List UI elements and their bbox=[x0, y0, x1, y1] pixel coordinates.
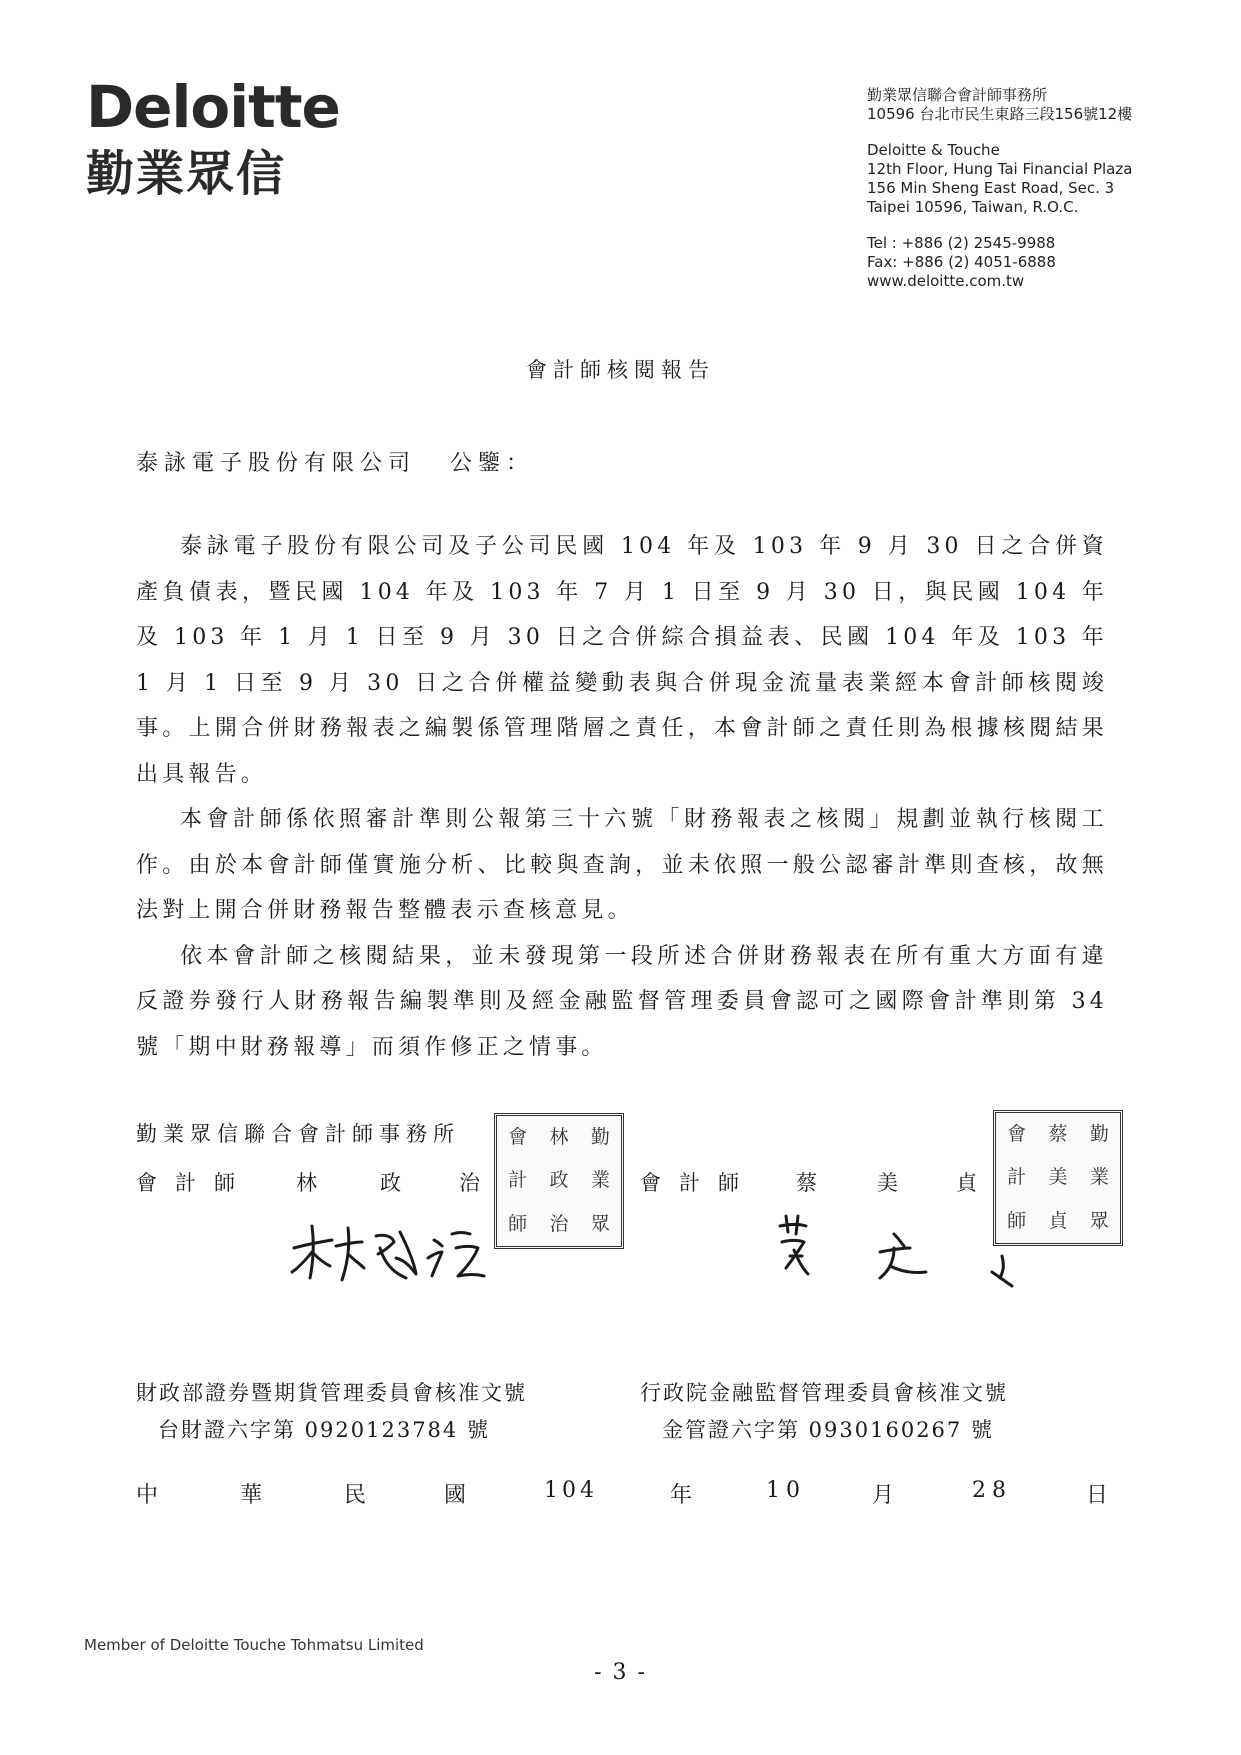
report-body bbox=[136, 524, 1108, 1070]
approval-left bbox=[136, 1375, 527, 1449]
address-en-line: Deloitte & Touche bbox=[867, 141, 1000, 159]
footer-member-text: Member of Deloitte Touche Tohmatsu Limited bbox=[84, 1636, 424, 1654]
accountant-seal-right: 會 蔡 勤 計 美 業 師 貞 眾 bbox=[993, 1110, 1123, 1246]
date-day-unit: 日 bbox=[1086, 1483, 1109, 1508]
deloitte-logo-wordmark: Deloitte bbox=[86, 73, 340, 141]
address-cn-line: 勤業眾信聯合會計師事務所 bbox=[867, 86, 1048, 104]
date-char: 國 bbox=[444, 1483, 467, 1508]
date-year-unit: 年 bbox=[670, 1483, 693, 1508]
addressee-company: 泰詠電子股份有限公司 bbox=[136, 451, 417, 476]
accountant-name-char: 政 bbox=[380, 1171, 401, 1195]
date-day: 28 bbox=[972, 1478, 1012, 1503]
approval-right-authority: 行政院金融監督管理委員會核准文號 bbox=[640, 1381, 1008, 1405]
accountant-seal-left: 會 林 勤 計 政 業 師 治 眾 bbox=[494, 1113, 624, 1249]
accountant-label-right: 會計師 bbox=[640, 1171, 757, 1195]
date-char: 民 bbox=[344, 1483, 367, 1508]
letterhead-address bbox=[867, 86, 1132, 291]
page-number: - 3 - bbox=[594, 1660, 647, 1685]
deloitte-logo-chinese: 勤業眾信 bbox=[86, 146, 287, 202]
addressee-greeting: 公鑒： bbox=[450, 451, 535, 476]
date-month: 10 bbox=[766, 1478, 806, 1503]
accountant-label-left: 會計師 bbox=[136, 1171, 253, 1195]
accountant-name-char: 治 bbox=[459, 1171, 480, 1195]
address-cn-line: 10596 台北市民生東路三段156號12樓 bbox=[867, 105, 1133, 123]
date-month-unit: 月 bbox=[872, 1483, 895, 1508]
approval-right bbox=[640, 1375, 1008, 1449]
body-paragraph: 泰詠電子股份有限公司及子公司民國 104 年及 103 年 9 月 30 日之合併資產負債表，暨民國 104 年及 103 年 7 月 1 日至 9 月 30 日，與民國 104 年及 103 年 1 月 1 日至 9 月 30 日之合併綜合損益表、民國 104 年及 103 年 1 月 1 日至 9 月 30 日之合併權益變動表與合併現金流量表業經本會計師核閱竣事。上開合併財務報表之編製係管理階層之責任，本會計師之責任則為根據核閱結果出具報告。 bbox=[136, 534, 1108, 787]
addressee-line bbox=[136, 446, 534, 477]
signature-lin bbox=[288, 1218, 488, 1288]
body-paragraph: 依本會計師之核閱結果，並未發現第一段所述合併財務報表在所有重大方面有違反證券發行人財務報告編製準則及經金融監督管理委員會認可之國際會計準則第 34 號「期中財務報導」而須作修正之情事。 bbox=[136, 943, 1108, 1060]
date-char: 中 bbox=[136, 1483, 159, 1508]
approval-right-number: 金管證六字第 0930160267 號 bbox=[662, 1418, 994, 1442]
contact-tel: Tel : +886 (2) 2545-9988 bbox=[867, 234, 1056, 252]
address-en-line: 156 Min Sheng East Road, Sec. 3 bbox=[867, 179, 1115, 197]
accountant-name-char: 林 bbox=[296, 1171, 317, 1195]
contact-fax: Fax: +886 (2) 4051-6888 bbox=[867, 253, 1056, 271]
approval-left-authority: 財政部證券暨期貨管理委員會核准文號 bbox=[136, 1381, 527, 1405]
accountant-name-char: 美 bbox=[877, 1171, 898, 1195]
address-en-line: Taipei 10596, Taiwan, R.O.C. bbox=[867, 198, 1079, 216]
address-en-line: 12th Floor, Hung Tai Financial Plaza bbox=[867, 160, 1133, 178]
body-paragraph: 本會計師係依照審計準則公報第三十六號「財務報表之核閱」規劃並執行核閱工作。由於本會計師僅實施分析、比較與查詢，並未依照一般公認審計準則查核，故無法對上開合併財務報告整體表示查核意見。 bbox=[136, 807, 1108, 923]
contact-website: www.deloitte.com.tw bbox=[867, 272, 1025, 290]
signature-tsai bbox=[776, 1212, 1016, 1292]
accountant-name-char: 貞 bbox=[956, 1171, 977, 1195]
approval-left-number: 台財證六字第 0920123784 號 bbox=[158, 1418, 490, 1442]
date-year: 104 bbox=[544, 1478, 598, 1503]
date-char: 華 bbox=[240, 1483, 263, 1508]
report-title: 會計師核閱報告 bbox=[526, 358, 715, 382]
accountant-name-char: 蔡 bbox=[796, 1171, 817, 1195]
firm-name: 勤業眾信聯合會計師事務所 bbox=[136, 1122, 460, 1146]
